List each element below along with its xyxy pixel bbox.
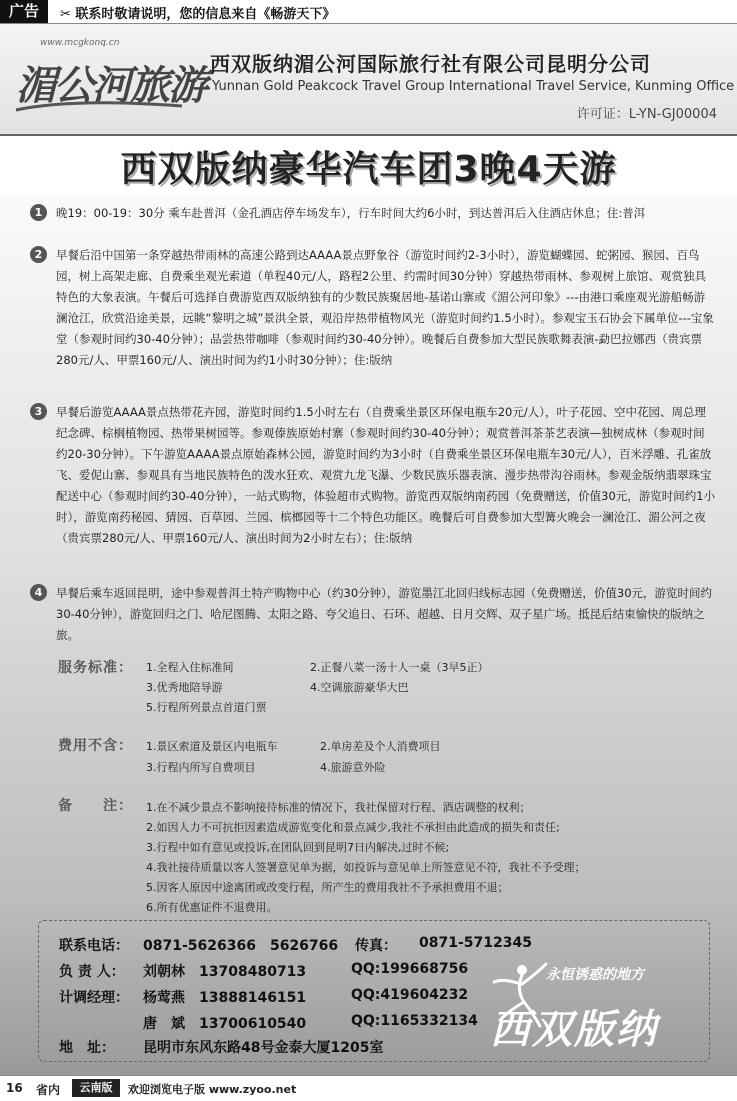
manager-qq: QQ:199668756 [351, 961, 469, 977]
address: 昆明市东风东路48号金泰大厦1205室 [143, 1040, 384, 1056]
page-number: 16 [6, 1081, 23, 1095]
calligraphy-slogan: 永恒诱惑的地方 [546, 967, 644, 983]
manager-label: 负 责 人： [59, 964, 125, 980]
note-item: 3.行程中如有意见或投诉,在团队回到昆明7日内解决,过时不候; [146, 841, 450, 854]
excluded-item: 3.行程内所写自费项目 [146, 761, 256, 774]
phone-label: 联系电话： [59, 938, 129, 954]
address-label: 地 址： [59, 1040, 115, 1056]
service-item: 4.空调旅游豪华大巴 [310, 681, 409, 694]
manager-contact: 刘朝林 13708480713 [143, 964, 307, 980]
note-item: 2.如因人力不可抗拒因素造成游览变化和景点减少,我社不承担由此造成的损失和责任; [146, 821, 560, 834]
day-description: 早餐后沿中国第一条穿越热带雨林的高速公路到达AAAA景点野象谷（游览时间约2-3小时），游览蝴蝶园、蛇粥园、猴园、百鸟园，树上高架走廊、自费乘坐观光索道（单程40元/人，路程2公里、约需时间30分钟）穿越热带雨林、参观树上旅馆、观赏独具特色的大象表演。午餐后可选择自费游览西双版纳独有的少数民族聚居地-基诺山寨或《湄公河印象》---由港口乘座观光游船畅游澜沧江，欣赏沿途美景，远眺“黎明之城”景洪全景，观沿岸热带植物风光（游览时间约1.5小时）。参观宝玉石协会下属单位---宝象堂（参观时间约30-40分钟）；品尝热带咖啡（参观时间约30-40分钟）。晚餐后自费参加大型民族歌舞表演-勐巴拉娜西（贵宾票280元/人、甲票160元/人、演出时间为约1小时30分钟）；住:版纳 [56, 248, 714, 367]
ad-notice: ✂ 联系时敬请说明，您的信息来自《畅游天下》 [60, 7, 336, 22]
note-item: 4.我社接待质量以客人签署意见单为据，如投诉与意见单上所签意见不符，我社不予受理； [146, 861, 586, 874]
excluded-item: 1.景区索道及景区内电瓶车 [146, 740, 278, 753]
day-number-badge: 1 [30, 204, 47, 221]
service-item: 2.正餐八菜一汤十人一桌（3早5正） [310, 661, 489, 674]
note-item: 1.在不减少景点不影响接待标准的情况下，我社保留对行程、酒店调整的权利； [146, 801, 531, 814]
day-description: 早餐后游览AAAA景点热带花卉园，游览时间约1.5小时左右（自费乘坐景区环保电瓶车20元/人），叶子花园、空中花园、周总理纪念碑、棕榈植物园、热带果树园等。参观傣族原始村寨（参观时间约30-40分钟）；观赏普洱茶茶艺表演—独树成林（参观时间约20-30分钟）。下午游览AAAA景点原始森林公园，游览时间约为3小时（自费乘坐景区环保电瓶车30元/人），百米浮雕、孔雀放飞、爱伲山寨、参观具有当地民族特色的泼水狂欢、观赏九龙飞瀑、少数民族乐器表演、漫步热带沟谷雨林。参观金版纳翡翠珠宝配送中心（参观时间约30-40分钟），一站式购物，体验超市式购物。游览西双版纳南药园（免费赠送，价值30元，游览时间约1小时），游览南药秘园、猜园、百草园、兰园、槟榔园等十二个特色功能区。晚餐后可自费参加大型篝火晚会一澜沧江、湄公河之夜（贵宾票280元/人、甲票160元/人、演出时间为2小时左右）；住:版纳 [56, 405, 716, 545]
tour-title: 西双版纳豪华汽车团3晚4天游 [120, 149, 617, 190]
company-name-cn: 西双版纳湄公河国际旅行社有限公司昆明分公司 [210, 52, 651, 76]
planner1-qq: QQ:419604232 [351, 987, 469, 1003]
calligraphy-name: 西双版纳 [490, 1007, 658, 1053]
region-label: 省内 [36, 1083, 61, 1097]
license-number: 许可证：L-YN-GJ00004 [576, 107, 717, 122]
service-item: 5.行程所列景点首道门票 [146, 701, 267, 714]
footer-website[interactable]: 欢迎浏览电子版 www.zyoo.net [128, 1083, 297, 1096]
top-bar [0, 0, 737, 24]
planner-label: 计调经理： [59, 990, 129, 1006]
service-standard-label: 服务标准： [58, 660, 133, 676]
company-logo [14, 38, 206, 120]
company-name-en: Yunnan Gold Peakcock Travel Group International Travel Service, Kunming Office [212, 79, 735, 94]
planner2-contact: 唐 斌 13700610540 [143, 1016, 307, 1032]
day-description: 早餐后乘车返回昆明，途中参观普洱土特产购物中心（约30分钟），游览墨江北回归线标志园（免费赠送，价值30元，游览时间约30-40分钟），游览回归之门、哈尼图腾、太阳之路、夸父追日、石环、超越、日月交辉、双子星广场。抵昆后结束愉快的版纳之旅。 [56, 586, 713, 642]
notes-label: 备 注： [58, 798, 133, 814]
note-item: 5.因客人原因中途离团或改变行程，所产生的费用我社不予承担费用不退； [146, 881, 509, 894]
day-number-badge: 3 [30, 403, 47, 420]
logo-website: www.mcgkonq.cn [40, 38, 120, 48]
phone-numbers: 0871-5626366 5626766 [143, 938, 339, 954]
fax-label: 传真： [355, 938, 397, 954]
edition-badge: 云南版 [72, 1079, 120, 1097]
excluded-item: 4.旅游意外险 [320, 761, 386, 774]
logo-swoosh-icon [14, 100, 184, 114]
service-item: 3.优秀地陪导游 [146, 681, 223, 694]
header [0, 24, 737, 136]
excluded-fees-label: 费用不含： [58, 738, 133, 754]
ad-tag: 广告 [0, 0, 48, 23]
fax-number: 0871-5712345 [419, 935, 532, 951]
planner2-qq: QQ:1165332134 [351, 1013, 478, 1029]
day-number-badge: 4 [30, 584, 47, 601]
xishuangbanna-calligraphy [480, 960, 710, 1053]
footer [0, 1075, 737, 1101]
logo-text: 湄公河旅游 [16, 63, 206, 109]
day-number-badge: 2 [30, 246, 47, 263]
planner1-contact: 杨莺燕 13888146151 [143, 990, 307, 1006]
service-item: 1.全程入住标准间 [146, 661, 234, 674]
excluded-item: 2.单房差及个人消费项目 [320, 740, 441, 753]
day-description: 晚19：00-19：30分 乘车赴普洱（金孔酒店停车场发车），行车时间大约6小时，到达普洱后入住酒店休息；住:普洱 [56, 206, 646, 220]
note-item: 6.所有优惠证件不退费用。 [146, 901, 278, 914]
